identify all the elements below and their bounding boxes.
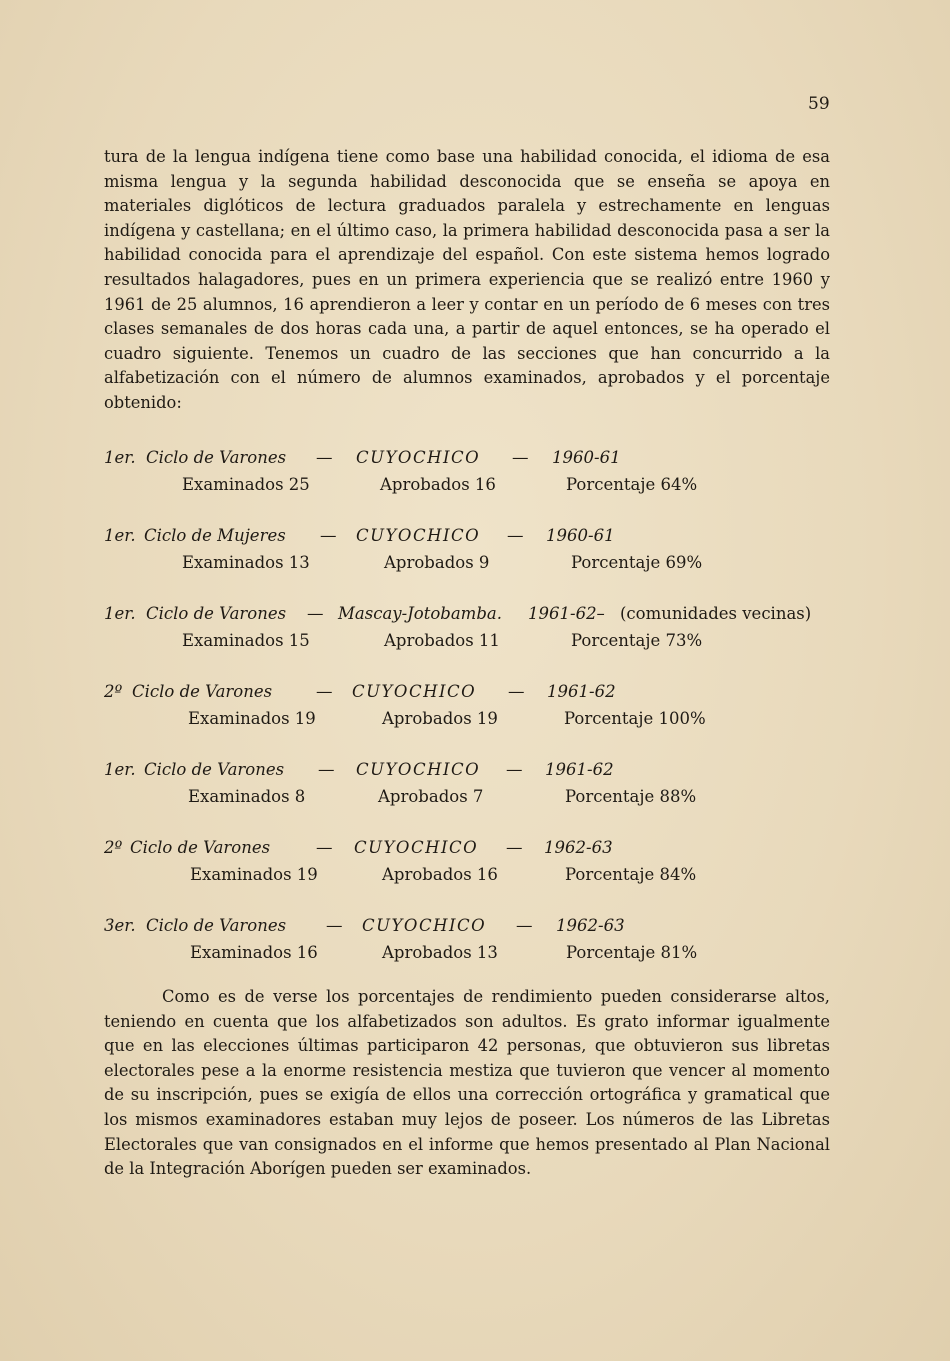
aprobados-value: Aprobados 9	[384, 553, 490, 572]
results-entry	[104, 604, 834, 662]
entry-years: 1960-61	[552, 448, 621, 467]
entry-dash: —	[508, 682, 525, 701]
entry-ordinal: 1er.	[104, 448, 136, 467]
entry-cycle: Ciclo de Varones	[146, 604, 287, 623]
entry-dash: —	[318, 760, 335, 779]
aprobados-value: Aprobados 13	[382, 943, 498, 962]
entry-dash: —	[507, 526, 524, 545]
entry-dash: —	[316, 682, 333, 701]
examinados-value: Examinados 15	[182, 631, 310, 650]
entry-ordinal: 3er.	[104, 916, 136, 935]
entry-dash: —	[512, 448, 529, 467]
entry-note: (comunidades vecinas)	[620, 604, 812, 623]
entry-cycle: Ciclo de Mujeres	[144, 526, 286, 545]
results-entry	[104, 916, 834, 974]
entry-years: 1961-62	[547, 682, 616, 701]
entry-dash: —	[516, 916, 533, 935]
entry-cycle: Ciclo de Varones	[146, 916, 287, 935]
examinados-value: Examinados 8	[188, 787, 306, 806]
entry-years: 1962-63	[556, 916, 625, 935]
examinados-value: Examinados 16	[190, 943, 318, 962]
entry-ordinal: 1er.	[104, 526, 136, 545]
entry-cycle: Ciclo de Varones	[144, 760, 285, 779]
entry-ordinal: 1er.	[104, 604, 136, 623]
entry-years: 1962-63	[544, 838, 613, 857]
results-entry	[104, 838, 834, 896]
entry-dash: —	[316, 448, 333, 467]
examinados-value: Examinados 19	[188, 709, 316, 728]
entry-years: 1961-62	[545, 760, 614, 779]
entry-place: Mascay-Jotobamba.	[338, 604, 502, 623]
results-entry	[104, 526, 834, 584]
results-entry	[104, 448, 834, 506]
examinados-value: Examinados 19	[190, 865, 318, 884]
entry-place: CUYOCHICO	[352, 682, 477, 701]
intro-paragraph: tura de la lengua indígena tiene como base una habilidad conocida, el idioma de esa misma lengua y la segunda habilidad desconocida que se enseña se apoya en materiales diglóticos de lectura graduados paralela y estrechamente en lenguas indígena y castellana; en el último caso, la primera habilidad desconocida pasa a ser la habilidad conocida para el aprendizaje del español. Con este sistema hemos logrado resultados halagadores, pues en un primera experiencia que se realizó entre 1960 y 1961 de 25 alumnos, 16 aprendieron a leer y contar en un período de 6 meses con tres clases semanales de dos horas cada una, a partir de aquel entonces, se ha operado el cuadro siguiente. Tenemos un cuadro de las secciones que han concurrido a la alfabetización con el número de alumnos examinados, aprobados y el porcentaje obtenido:	[104, 147, 830, 412]
entry-dash: —	[316, 838, 333, 857]
porcentaje-value: Porcentaje 81%	[566, 943, 698, 962]
entry-place: CUYOCHICO	[356, 526, 481, 545]
entry-place: CUYOCHICO	[356, 760, 481, 779]
entry-cycle: Ciclo de Varones	[146, 448, 287, 467]
aprobados-value: Aprobados 16	[380, 475, 496, 494]
entry-ordinal: 1er.	[104, 760, 136, 779]
entry-years: 1960-61	[546, 526, 615, 545]
conclusion-paragraph: Como es de verse los porcentajes de rendimiento pueden considerarse altos, teniendo en cuenta que los alfabetizados son adultos. Es grato informar igualmente que en las elecciones últimas participaron 42 personas, que obtuvieron sus libretas electorales pese a la enorme resistencia mestiza que tuvieron que vencer al momento de su inscripción, pues se exigía de ellos una corrección ortográfica y gramatical que los mismos examinadores estaban muy lejos de poseer. Los números de las Libretas Electorales que van consignados en el informe que hemos presentado al Plan Nacional de la Integración Aborígen pueden ser examinados.	[104, 987, 830, 1179]
entry-years: 1961-62–	[528, 604, 605, 623]
aprobados-value: Aprobados 11	[384, 631, 500, 650]
entry-place: CUYOCHICO	[356, 448, 481, 467]
entry-dash: —	[326, 916, 343, 935]
page-number: 59	[808, 94, 830, 114]
examinados-value: Examinados 25	[182, 475, 310, 494]
entry-dash: —	[506, 838, 523, 857]
entry-dash: —	[320, 526, 337, 545]
porcentaje-value: Porcentaje 73%	[571, 631, 703, 650]
aprobados-value: Aprobados 19	[382, 709, 498, 728]
entry-ordinal: 2º	[104, 682, 123, 701]
examinados-value: Examinados 13	[182, 553, 310, 572]
aprobados-value: Aprobados 7	[378, 787, 484, 806]
entry-place: CUYOCHICO	[354, 838, 479, 857]
porcentaje-value: Porcentaje 84%	[565, 865, 697, 884]
porcentaje-value: Porcentaje 69%	[571, 553, 703, 572]
porcentaje-value: Porcentaje 100%	[564, 709, 706, 728]
entry-place: CUYOCHICO	[362, 916, 487, 935]
aprobados-value: Aprobados 16	[382, 865, 498, 884]
entry-ordinal: 2º	[104, 838, 123, 857]
porcentaje-value: Porcentaje 88%	[565, 787, 697, 806]
porcentaje-value: Porcentaje 64%	[566, 475, 698, 494]
entry-dash: —	[506, 760, 523, 779]
entry-cycle: Ciclo de Varones	[130, 838, 271, 857]
results-entry	[104, 682, 834, 740]
entry-cycle: Ciclo de Varones	[132, 682, 273, 701]
entry-dash: —	[307, 604, 324, 623]
results-entry	[104, 760, 834, 818]
